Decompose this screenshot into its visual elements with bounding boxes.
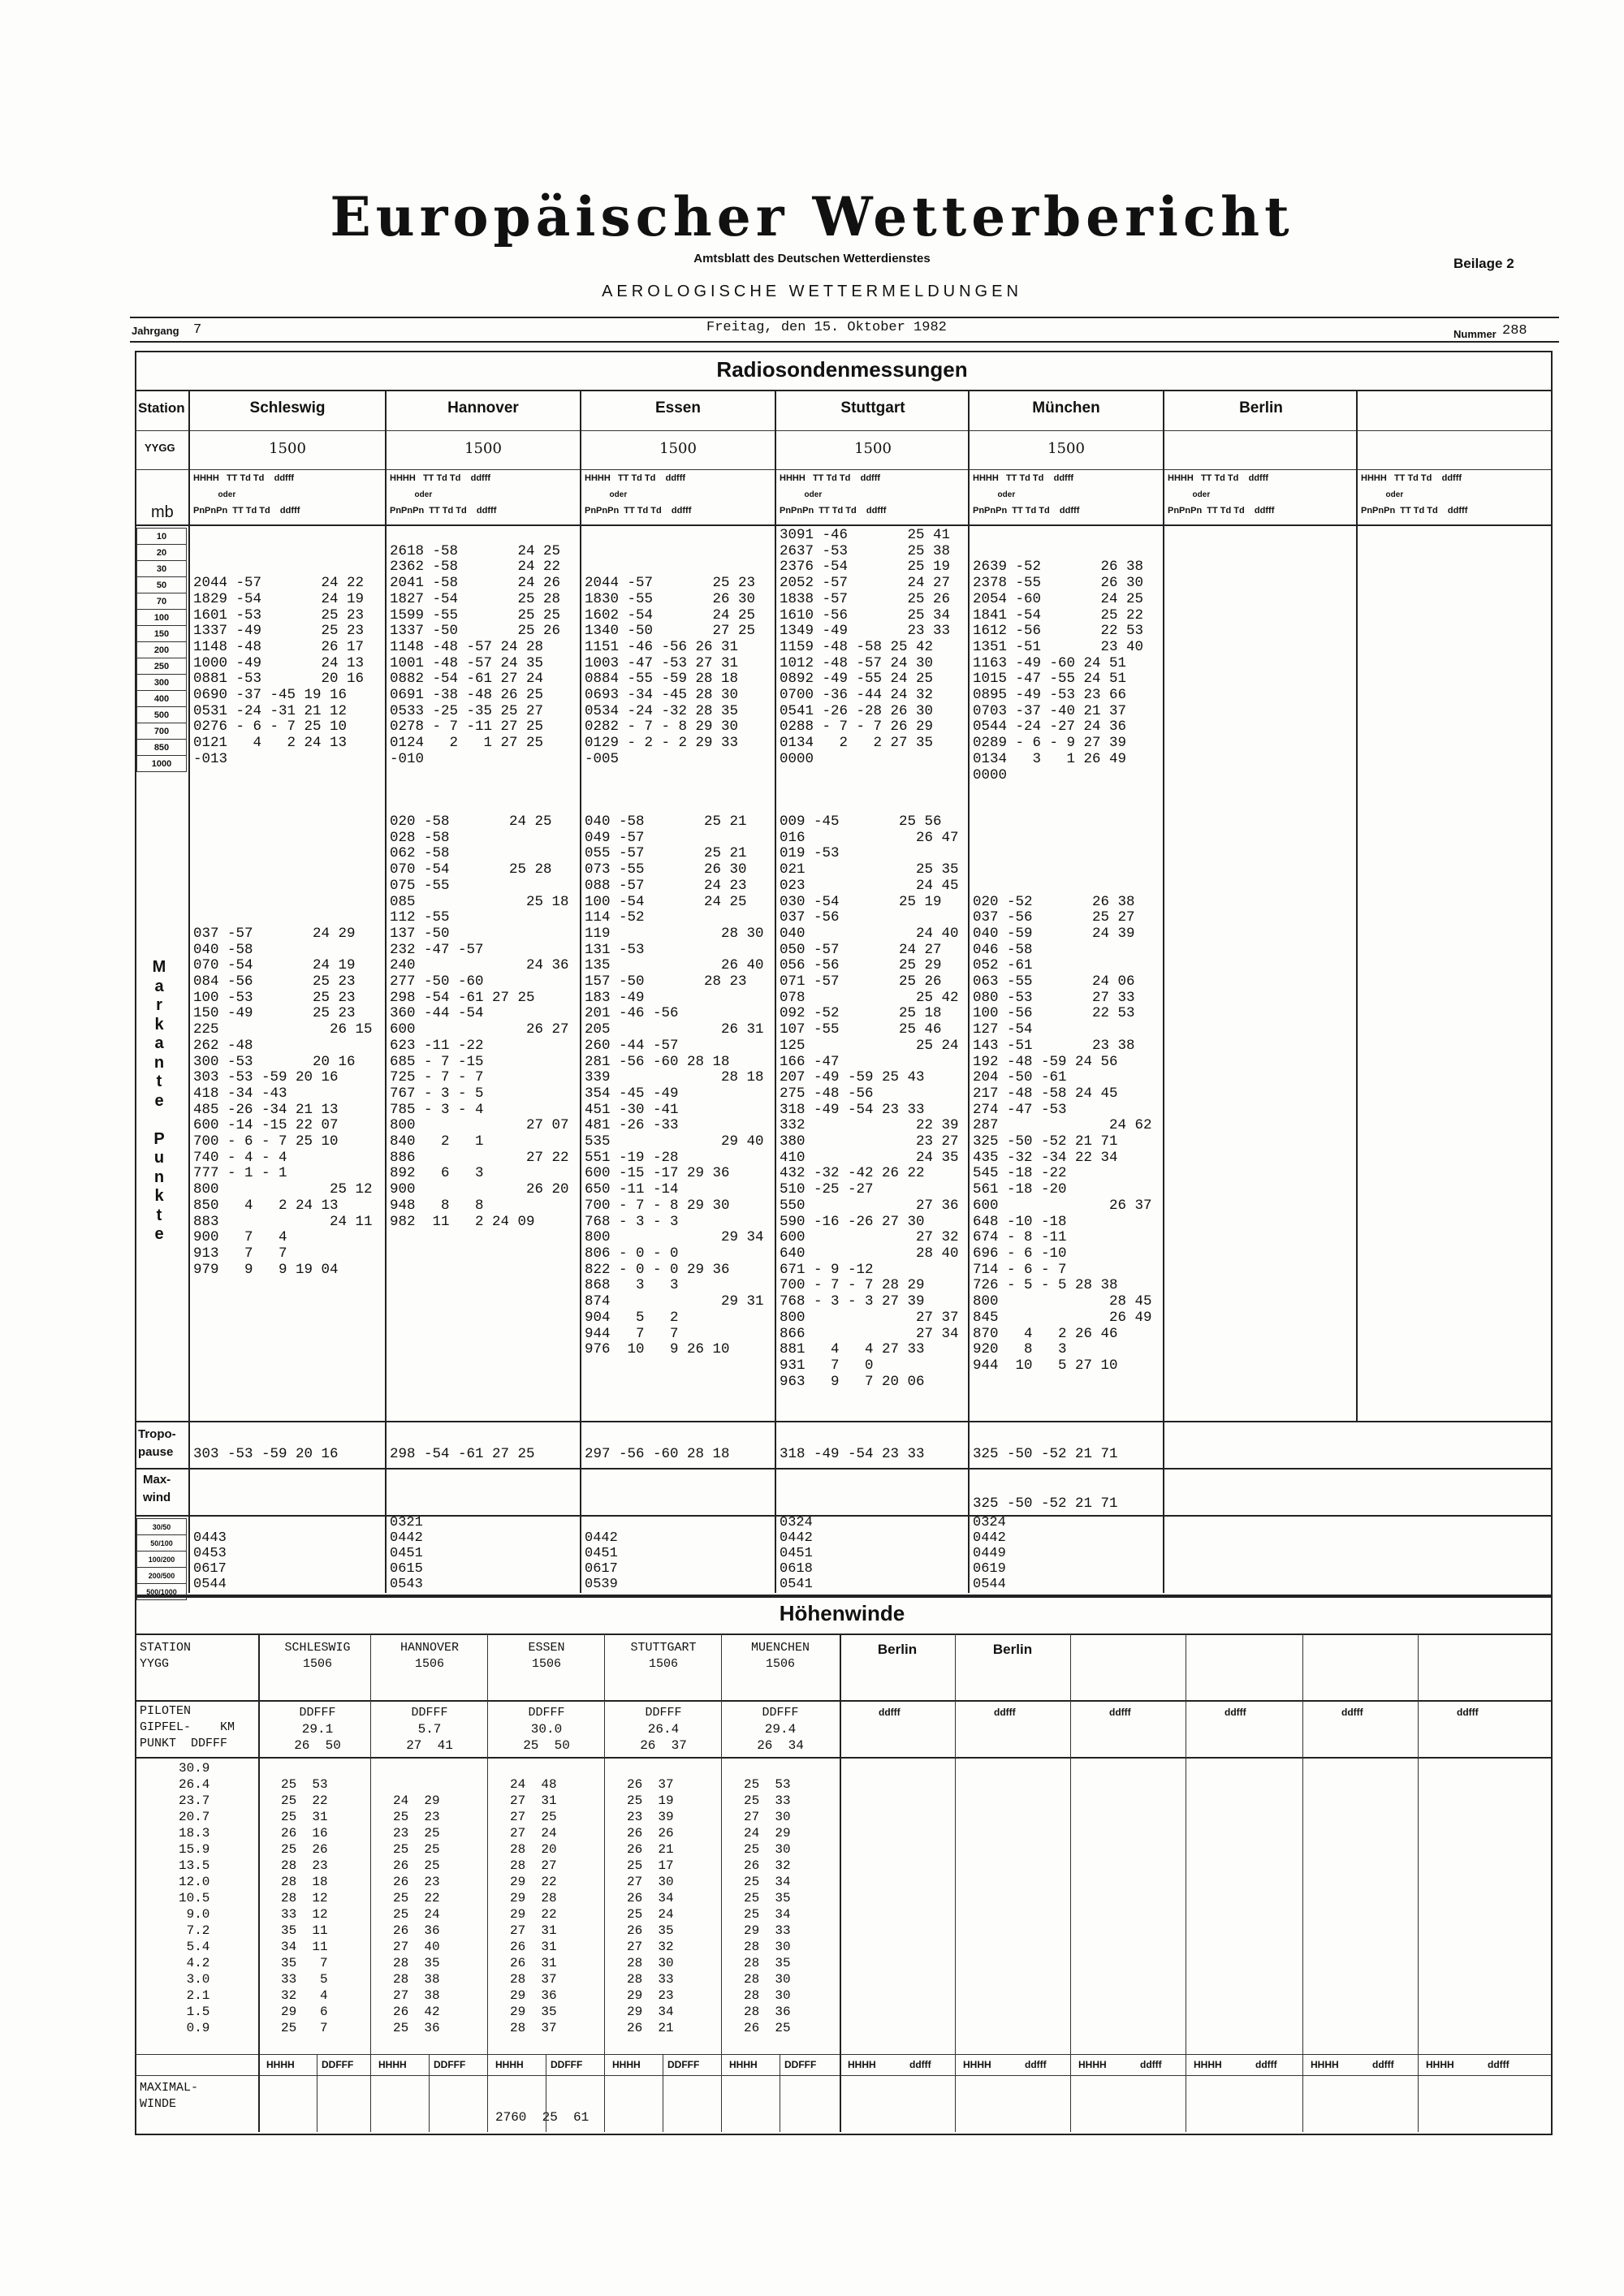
wind-station-yygg: 1506 xyxy=(414,1657,444,1671)
wind-station-name: HANNOVER xyxy=(400,1641,459,1655)
markante-punkte-label xyxy=(143,958,175,1245)
ddfff-label: ddfff xyxy=(1255,2059,1277,2070)
column-header: PnPnPn TT Td Td ddfff xyxy=(973,506,1080,516)
mb-level: 500 xyxy=(136,706,187,723)
column-header: oder xyxy=(780,490,823,499)
hhhh-label: HHHH xyxy=(963,2059,991,2070)
ddfff-label: ddfff xyxy=(1457,1707,1479,1718)
layer-level: 50/100 xyxy=(136,1534,187,1552)
column-line xyxy=(840,1634,841,2132)
ddfff-label: ddfff xyxy=(994,1707,1016,1718)
column-header: PnPnPn TT Td Td ddfff xyxy=(585,506,692,516)
maxwind-label: Max- wind xyxy=(143,1473,171,1504)
station-name: München xyxy=(1032,399,1100,416)
mb-level: 200 xyxy=(136,641,187,658)
station-yygg: 1500 xyxy=(269,440,306,457)
mb-level: 100 xyxy=(136,609,187,626)
wind-station-name: MUENCHEN xyxy=(750,1641,810,1655)
divider xyxy=(135,2054,1551,2055)
column-header: oder xyxy=(1168,490,1211,499)
station-name: Hannover xyxy=(447,399,519,416)
column-header: HHHH TT Td Td ddfff xyxy=(390,473,491,483)
standard-levels: 3091 -46 25 41 2637 -53 25 38 2376 -54 25 19 2052 -57 24 27 1838 -57 25 26 1610 -56 25 34 1349 -49 23 33 1159 -48 -58 25 42 1012 -48 -57 24 30 0892 -49 -55 24 25 0700 -36 -44 24 32 0541 -26 -28 26 30 0288 - 7 - 7 26 29 0134 2 2 27 35 0000 xyxy=(780,527,951,767)
layer-level: 500/1000 xyxy=(136,1583,187,1600)
gipfel-ddfff: 26 50 xyxy=(294,1738,341,1753)
divider xyxy=(135,469,1551,470)
standard-levels: 2044 -57 24 22 1829 -54 24 19 1601 -53 25 23 1337 -49 25 23 1148 -48 26 17 1000 -49 24 13 0881 -53 20 16 0690 -37 -45 19 16 0531 -24 -31 21 12 0276 - 6 - 7 25 10 0121 4 2 24 13 -013 xyxy=(193,575,365,767)
station-yygg: 1500 xyxy=(854,440,892,457)
layer-thickness: 0443 0453 0617 0544 xyxy=(193,1530,227,1592)
mb-level: 700 xyxy=(136,723,187,740)
extra-station-1: Berlin xyxy=(877,1642,918,1657)
standard-levels: 2044 -57 25 23 1830 -55 26 30 1602 -54 24 25 1340 -50 27 25 1151 -46 -56 26 31 1003 -47 -53 27 31 0884 -55 -59 28 18 0693 -34 -45 28 30 0534 -24 -32 28 35 0282 - 7 - 8 29 30 0129 - 2 - 2 29 33 -005 xyxy=(585,575,756,767)
hhhh-label: HHHH xyxy=(1426,2059,1454,2070)
wind-rows: 24 29 25 23 23 25 25 25 26 25 26 23 25 22 25 24 26 36 27 40 28 35 28 38 27 38 26 42 25 36 xyxy=(393,1793,440,2035)
hhhh-label: HHHH xyxy=(848,2059,876,2070)
column-line xyxy=(968,390,970,1593)
layer-level: 200/500 xyxy=(136,1567,187,1584)
hhhh-label: HHHH xyxy=(612,2059,641,2070)
column-header: PnPnPn TT Td Td ddfff xyxy=(1168,506,1275,516)
column-line xyxy=(188,390,190,1593)
ddfff-label: ddfff xyxy=(1372,2059,1394,2070)
hhhh-label: HHHH xyxy=(378,2059,407,2070)
gipfel-ddfff: 25 50 xyxy=(523,1738,570,1753)
ddfff-label: DDFFF xyxy=(434,2059,466,2070)
hhhh-label: HHHH xyxy=(1078,2059,1107,2070)
tropopause-value: 325 -50 -52 21 71 xyxy=(973,1446,1118,1462)
mb-level: 250 xyxy=(136,658,187,675)
nummer-value: 288 xyxy=(1502,323,1527,339)
column-line xyxy=(955,1634,956,2132)
column-line xyxy=(775,390,776,1593)
ddfff-label: DDFFF xyxy=(322,2059,354,2070)
tropopause-value: 298 -54 -61 27 25 xyxy=(390,1446,535,1462)
wind-col-header: DDFFF xyxy=(762,1706,799,1720)
column-line xyxy=(258,1634,260,2132)
markante-punkte: 020 -52 26 38 037 -56 25 27 040 -59 24 39 046 -58 052 -61 063 -55 24 06 080 -53 27 33 100 -56 22 53 127 -54 143 -51 23 38 192 -48 -59 24 56 204 -50 -61 217 -48 -58 24 45 274 -47 -53 287 24 62 325 -50 -52 21 71 435 -32 -34 22 34 545 -18 -22 561 -18 -20 600 26 37 648 -10 -18 674 - 8 -11 696 - 6 -10 714 - 6 - 7 726 - 5 - 5 28 38 800 28 45 845 26 49 870 4 2 26 46 920 8 3 944 10 5 27 10 xyxy=(973,893,1152,1374)
column-header: HHHH TT Td Td ddfff xyxy=(585,473,686,483)
mb-level: 150 xyxy=(136,625,187,642)
hhhh-label: HHHH xyxy=(1311,2059,1339,2070)
mb-level: 400 xyxy=(136,690,187,707)
station-yygg: 1500 xyxy=(659,440,697,457)
divider xyxy=(135,1468,1551,1470)
layer-level: 100/200 xyxy=(136,1551,187,1568)
tropopause-label: Tropo- pause xyxy=(138,1427,176,1459)
ddfff-label: ddfff xyxy=(1341,1707,1363,1718)
layer-thickness: 0324 0442 0449 0619 0544 xyxy=(973,1515,1006,1592)
gipfel-ddfff: 26 34 xyxy=(757,1738,804,1753)
mb-level: 50 xyxy=(136,576,187,593)
divider xyxy=(135,1634,1551,1635)
mb-label: mb xyxy=(151,503,174,521)
mb-level: 30 xyxy=(136,560,187,577)
gipfel-ddfff: 26 37 xyxy=(640,1738,687,1753)
layer-levels xyxy=(136,1518,187,1599)
jahrgang-value: 7 xyxy=(193,322,202,338)
divider xyxy=(135,390,1551,391)
wind-col-header: DDFFF xyxy=(528,1706,565,1720)
station-name: Stuttgart xyxy=(840,399,905,416)
radiosonde-title: Radiosondenmessungen xyxy=(716,357,968,382)
column-line xyxy=(604,1634,605,2132)
mb-levels xyxy=(136,528,187,771)
divider xyxy=(135,1700,1551,1702)
gipfel-ddfff: 27 41 xyxy=(406,1738,453,1753)
section-heading: AEROLOGISCHE WETTERMELDUNGEN xyxy=(602,283,1022,300)
layer-thickness: 0324 0442 0451 0618 0541 xyxy=(780,1515,813,1592)
wind-col-header: DDFFF xyxy=(645,1706,682,1720)
wind-station-yygg: 1506 xyxy=(531,1657,561,1671)
column-header: HHHH TT Td Td ddfff xyxy=(193,473,295,483)
column-header: oder xyxy=(1361,490,1404,499)
layer-thickness: 0321 0442 0451 0615 0543 xyxy=(390,1515,423,1592)
piloten-label: PILOTEN GIPFEL- KM PUNKT DDFFF xyxy=(140,1704,235,1750)
ddfff-label: ddfff xyxy=(909,2059,931,2070)
markante-punkte: 009 -45 25 56 016 26 47 019 -53 021 25 35 023 24 45 030 -54 25 19 037 -56 040 24 40 050 -57 24 27 056 -56 25 29 071 -57 25 26 078 25 42 092 -52 25 18 107 -55 25 46 125 25 24 166 -47 207 -49 -59 25 43 275 -48 -56 318 -49 -54 23 33 332 22 39 380 23 27 410 24 35 432 -32 -42 26 22 510 -25 -27 550 27 36 590 -16 -26 27 30 600 27 32 640 28 40 671 - 9 -12 700 - 7 - 7 28 29 768 - 3 - 3 27 39 800 27 37 866 27 34 881 4 4 27 33 931 7 0 963 9 7 20 06 xyxy=(780,814,959,1390)
header-rule-top xyxy=(130,317,1559,318)
wind-station-name: SCHLESWIG xyxy=(284,1641,351,1655)
wind-rows: 26 37 25 19 23 39 26 26 26 21 25 17 27 30 26 34 25 24 26 35 27 32 28 30 28 33 29 23 29 34 26 21 xyxy=(627,1777,674,2035)
maxwind-entry: 2760 25 61 xyxy=(495,2110,590,2125)
column-header: PnPnPn TT Td Td ddfff xyxy=(390,506,497,516)
column-line xyxy=(1163,390,1164,1593)
column-header: HHHH TT Td Td ddfff xyxy=(1168,473,1269,483)
divider xyxy=(135,1421,1551,1422)
divider xyxy=(135,1515,1551,1517)
gipfel-km: 29.1 xyxy=(301,1722,334,1737)
divider xyxy=(135,430,1551,431)
ddfff-label: ddfff xyxy=(1488,2059,1510,2070)
tropopause-value: 318 -49 -54 23 33 xyxy=(780,1446,925,1462)
markante-punkte-text: M a r k a n t e P u n k t e xyxy=(152,958,166,1243)
standard-levels: 2618 -58 24 25 2362 -58 24 22 2041 -58 24 26 1827 -54 25 28 1599 -55 25 25 1337 -50 25 26 1148 -48 -57 24 28 1001 -48 -57 24 35 0882 -54 -61 27 24 0691 -38 -48 26 25 0533 -25 -35 25 27 0278 - 7 -11 27 25 0124 2 1 27 25 -010 xyxy=(390,542,561,767)
markante-punkte: 040 -58 25 21 049 -57 055 -57 25 21 073 -55 26 30 088 -57 24 23 100 -54 24 25 114 -52 119 28 30 131 -53 135 26 40 157 -50 28 23 183 -49 201 -46 -56 205 26 31 260 -44 -57 281 -56 -60 28 18 339 28 18 354 -45 -49 451 -30 -41 481 -26 -33 535 29 40 551 -19 -28 600 -15 -17 29 36 650 -11 -14 700 - 7 - 8 29 30 768 - 3 - 3 800 29 34 806 - 0 - 0 822 - 0 - 0 29 36 868 3 3 874 29 31 904 5 2 944 7 7 976 10 9 26 10 xyxy=(585,814,764,1358)
ddfff-label: ddfff xyxy=(1025,2059,1047,2070)
nummer-label: Nummer xyxy=(1453,328,1497,340)
column-header: HHHH TT Td Td ddfff xyxy=(780,473,881,483)
gipfel-km: 5.7 xyxy=(417,1722,442,1737)
ddfff-label: ddfff xyxy=(879,1707,901,1718)
column-header: oder xyxy=(193,490,236,499)
hhhh-label: HHHH xyxy=(495,2059,524,2070)
column-header: oder xyxy=(973,490,1016,499)
column-line xyxy=(1302,1634,1303,2132)
wind-station-name: ESSEN xyxy=(528,1641,565,1655)
divider xyxy=(135,1757,1551,1759)
wind-station-yygg: 1506 xyxy=(765,1657,795,1671)
column-line xyxy=(1070,1634,1071,2132)
hhhh-label: HHHH xyxy=(266,2059,295,2070)
mb-level: 20 xyxy=(136,544,187,561)
mb-level: 300 xyxy=(136,674,187,691)
wind-rows: 24 48 27 31 27 25 27 24 28 20 28 27 29 22 29 28 29 22 27 31 26 31 26 31 28 37 29 36 29 35 28 37 xyxy=(510,1777,557,2035)
station-yygg-label: STATION YYGG xyxy=(140,1641,192,1671)
column-header: HHHH TT Td Td ddfff xyxy=(973,473,1074,483)
wind-rows: 25 53 25 22 25 31 26 16 25 26 28 23 28 18 28 12 33 12 35 11 34 11 35 7 33 5 32 4 29 6 25 7 xyxy=(281,1777,328,2035)
column-line xyxy=(1418,1634,1419,2132)
column-line xyxy=(580,390,581,1593)
sub-divider xyxy=(429,2054,430,2132)
ddfff-label: DDFFF xyxy=(784,2059,817,2070)
station-name: Berlin xyxy=(1239,399,1283,416)
wind-station-name: STUTTGART xyxy=(630,1641,697,1655)
column-line xyxy=(487,1634,488,2132)
hoehenwinde-title: Höhenwinde xyxy=(779,1601,905,1625)
station-name: Essen xyxy=(655,399,701,416)
extra-station-2: Berlin xyxy=(992,1642,1033,1657)
hhhh-label: HHHH xyxy=(1194,2059,1222,2070)
mb-level: 70 xyxy=(136,593,187,610)
column-line xyxy=(1356,390,1358,1421)
column-header: HHHH TT Td Td ddfff xyxy=(1361,473,1462,483)
markante-punkte: 037 -57 24 29 040 -58 070 -54 24 19 084 -56 25 23 100 -53 25 23 150 -49 25 23 225 26 15 262 -48 300 -53 20 16 303 -53 -59 20 16 418 -34 -43 485 -26 -34 21 13 600 -14 -15 22 07 700 - 6 - 7 25 10 740 - 4 - 4 777 - 1 - 1 800 25 12 850 4 2 24 13 883 24 11 900 7 4 913 7 7 979 9 9 19 04 xyxy=(193,925,373,1278)
station-yygg: 1500 xyxy=(1047,440,1085,457)
page-title: Europäischer Wetterbericht xyxy=(330,185,1294,248)
gipfel-km: 30.0 xyxy=(530,1722,563,1737)
ddfff-label: ddfff xyxy=(1224,1707,1246,1718)
issue-date: Freitag, den 15. Oktober 1982 xyxy=(706,320,947,335)
layer-level: 30/50 xyxy=(136,1518,187,1535)
column-header: oder xyxy=(585,490,628,499)
wind-col-header: DDFFF xyxy=(299,1706,336,1720)
column-line xyxy=(385,390,387,1593)
column-header: PnPnPn TT Td Td ddfff xyxy=(193,506,300,516)
ddfff-label: DDFFF xyxy=(667,2059,700,2070)
station-yygg: 1500 xyxy=(464,440,502,457)
standard-levels: 2639 -52 26 38 2378 -55 26 30 2054 -60 24 25 1841 -54 25 22 1612 -56 22 53 1351 -51 23 40 1163 -49 -60 24 51 1015 -47 -55 24 51 0895 -49 -53 23 66 0703 -37 -40 21 37 0544 -24 -27 24 36 0289 - 6 - 9 27 39 0134 3 1 26 49 0000 xyxy=(973,559,1144,783)
ddfff-label: DDFFF xyxy=(551,2059,583,2070)
maxwinde-label: MAXIMAL- WINDE xyxy=(140,2081,199,2111)
wind-station-yygg: 1506 xyxy=(648,1657,678,1671)
station-label: Station xyxy=(138,400,185,416)
divider xyxy=(135,524,1551,526)
column-header: PnPnPn TT Td Td ddfff xyxy=(1361,506,1468,516)
jahrgang-label: Jahrgang xyxy=(132,325,179,337)
tropopause-value: 297 -56 -60 28 18 xyxy=(585,1446,730,1462)
hhhh-label: HHHH xyxy=(729,2059,758,2070)
layer-thickness: 0442 0451 0617 0539 xyxy=(585,1530,618,1592)
gipfel-km: 29.4 xyxy=(764,1722,797,1737)
markante-punkte: 020 -58 24 25 028 -58 062 -58 070 -54 25 28 075 -55 085 25 18 112 -55 137 -50 232 -47 -57 240 24 36 277 -50 -60 298 -54 -61 27 25 360 -44 -54 600 26 27 623 -11 -22 685 - 7 -15 725 - 7 - 7 767 - 3 - 5 785 - 3 - 4 800 27 07 840 2 1 886 27 22 892 6 3 900 26 20 948 8 8 982 11 2 24 09 xyxy=(390,814,569,1230)
wind-col-header: DDFFF xyxy=(411,1706,448,1720)
heights-km: 30.9 26.4 23.7 20.7 18.3 15.9 13.5 12.0 10.5 9.0 7.2 5.4 4.2 3.0 2.1 1.5 0.9 xyxy=(179,1761,210,2035)
column-header: PnPnPn TT Td Td ddfff xyxy=(780,506,887,516)
mb-level: 850 xyxy=(136,739,187,756)
wind-station-yygg: 1506 xyxy=(302,1657,332,1671)
beilage-label: Beilage 2 xyxy=(1453,256,1514,271)
mb-level: 10 xyxy=(136,528,187,545)
ddfff-label: ddfff xyxy=(1140,2059,1162,2070)
subtitle: Amtsblatt des Deutschen Wetterdienstes xyxy=(693,252,931,265)
wind-rows: 25 53 25 33 27 30 24 29 25 30 26 32 25 34 25 35 25 34 29 33 28 30 28 35 28 30 28 30 28 36 26 25 xyxy=(744,1777,791,2035)
mb-level: 1000 xyxy=(136,755,187,772)
station-name: Schleswig xyxy=(249,399,326,416)
header-rule-bottom xyxy=(130,341,1559,343)
tropopause-value: 303 -53 -59 20 16 xyxy=(193,1446,339,1462)
column-header: oder xyxy=(390,490,433,499)
yygg-label: YYGG xyxy=(145,442,175,454)
ddfff-label: ddfff xyxy=(1109,1707,1131,1718)
divider xyxy=(135,2075,1551,2076)
maxwind-value: 325 -50 -52 21 71 xyxy=(973,1495,1118,1512)
column-line xyxy=(721,1634,722,2132)
gipfel-km: 26.4 xyxy=(647,1722,680,1737)
